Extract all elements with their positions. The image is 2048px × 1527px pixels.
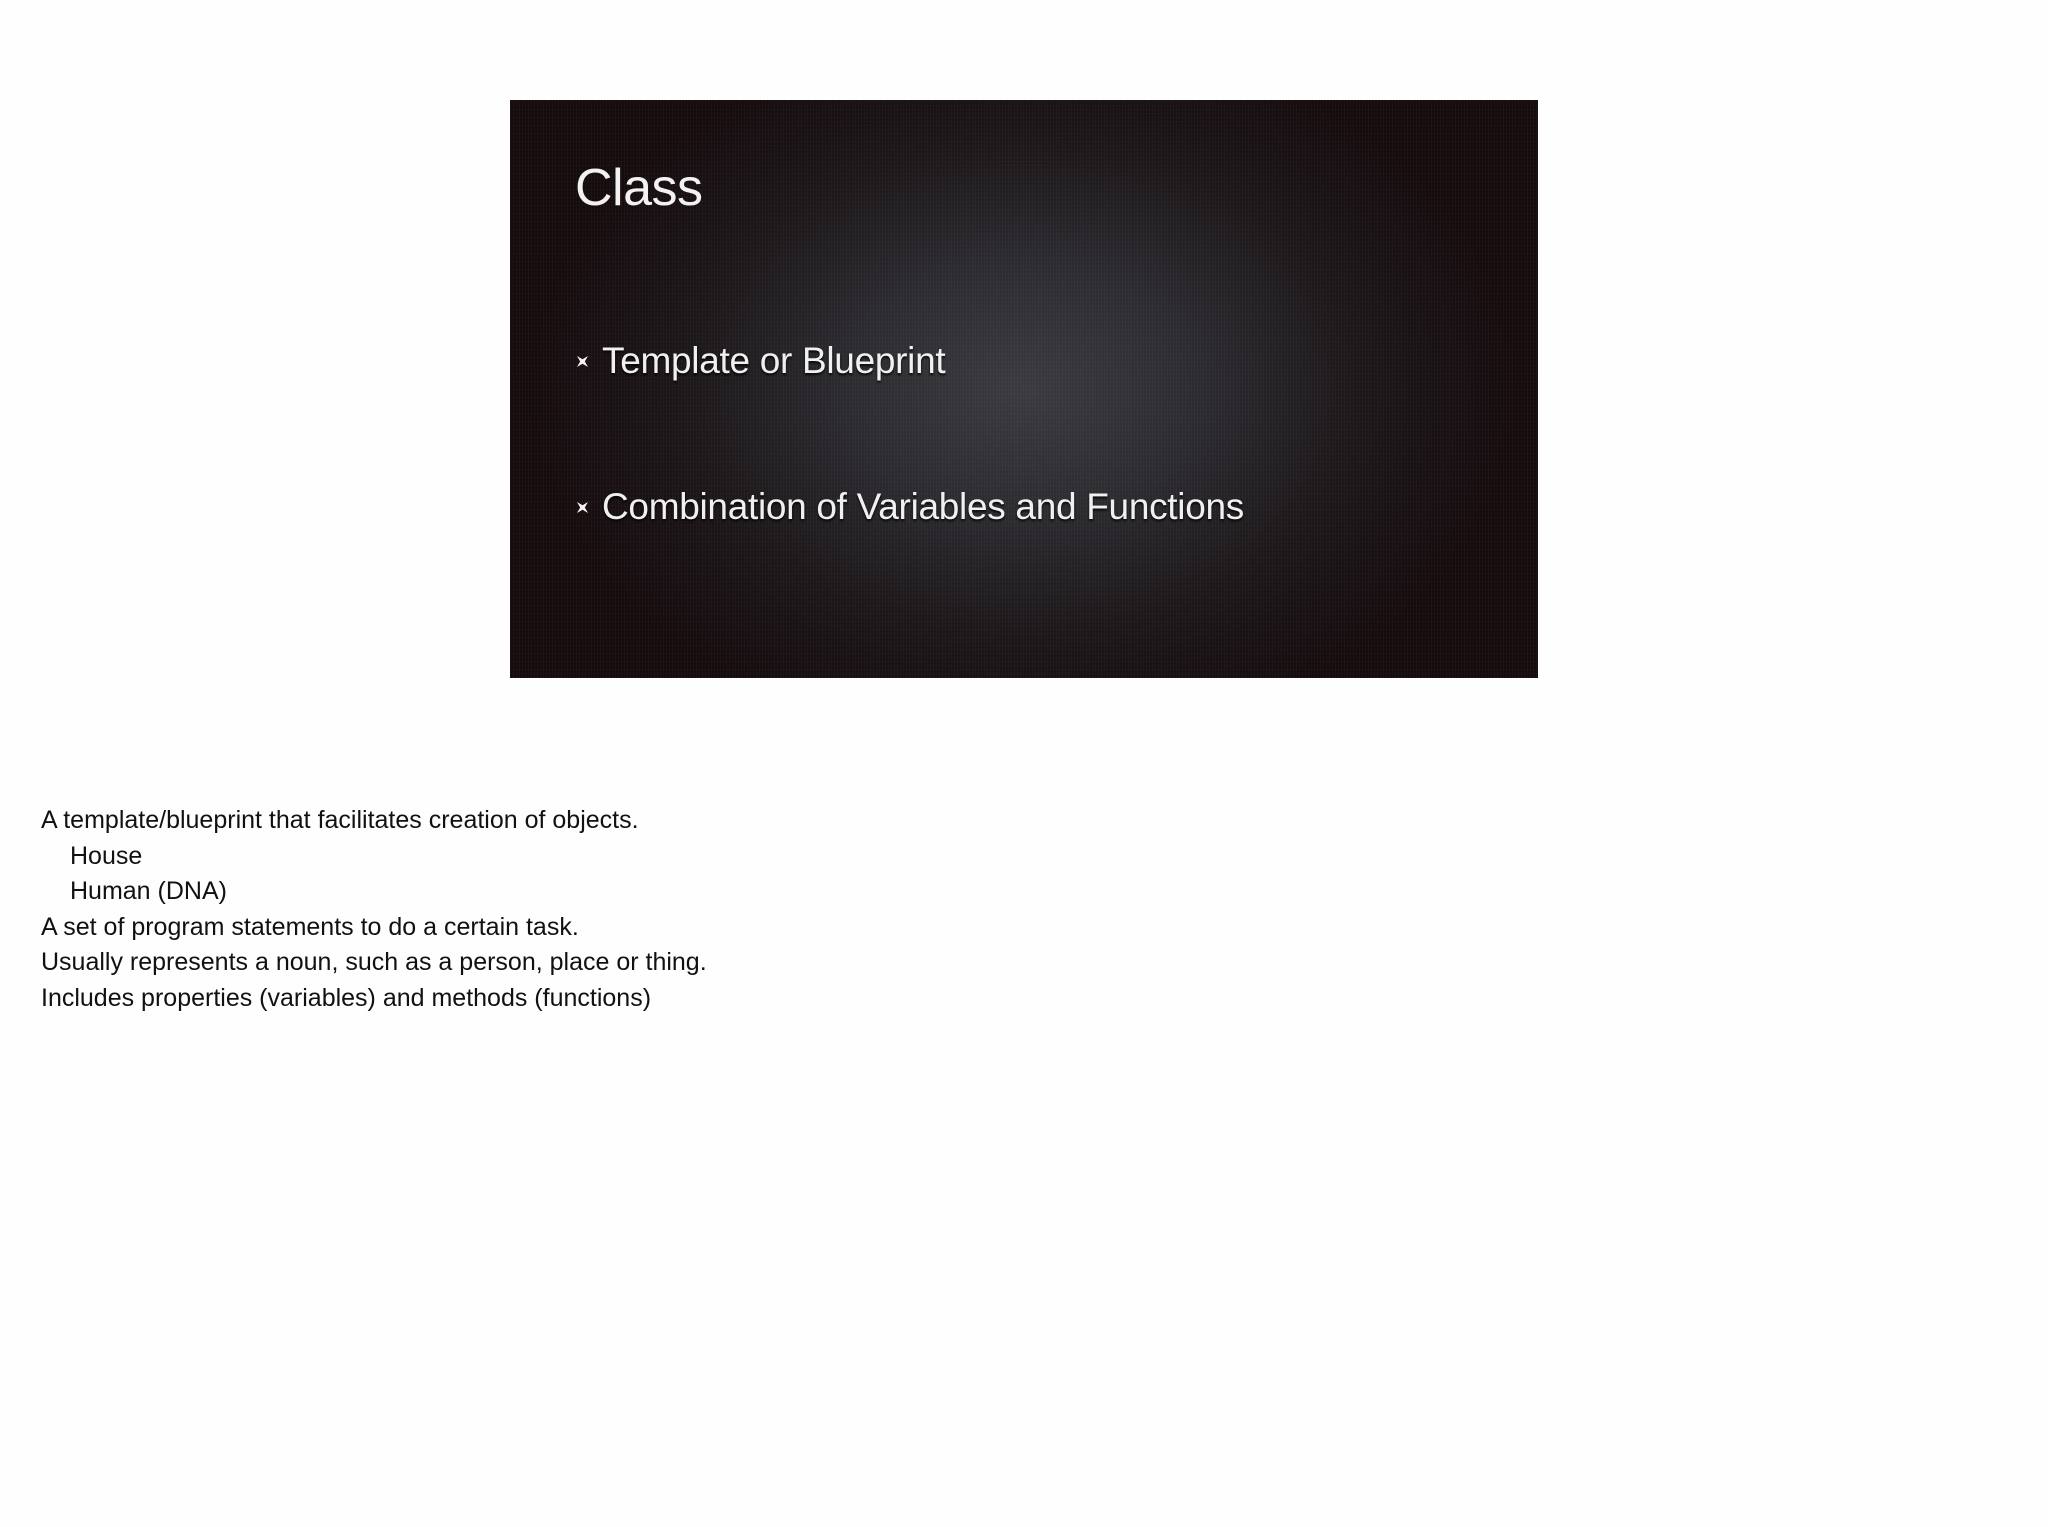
- bullet-text: Combination of Variables and Functions: [602, 486, 1244, 527]
- note-line: Includes properties (variables) and methods (functions): [41, 983, 652, 1012]
- speaker-notes: [41, 803, 707, 1016]
- bullet-text: Template or Blueprint: [602, 340, 946, 381]
- presentation-slide: [510, 100, 1538, 678]
- note-line: Usually represents a noun, such as a person, place or thing.: [41, 948, 707, 976]
- note-line: A template/blueprint that facilitates creation of objects.: [41, 806, 639, 834]
- note-line: A set of program statements to do a certain task.: [41, 912, 579, 941]
- slide-title: Class: [575, 159, 703, 217]
- x-bullet-icon: [575, 354, 590, 369]
- x-bullet-icon: [575, 500, 590, 515]
- note-line: Human (DNA): [70, 877, 227, 905]
- slide-bullet: [575, 486, 1244, 528]
- slide-bullet: [575, 340, 945, 382]
- note-line: House: [70, 841, 143, 870]
